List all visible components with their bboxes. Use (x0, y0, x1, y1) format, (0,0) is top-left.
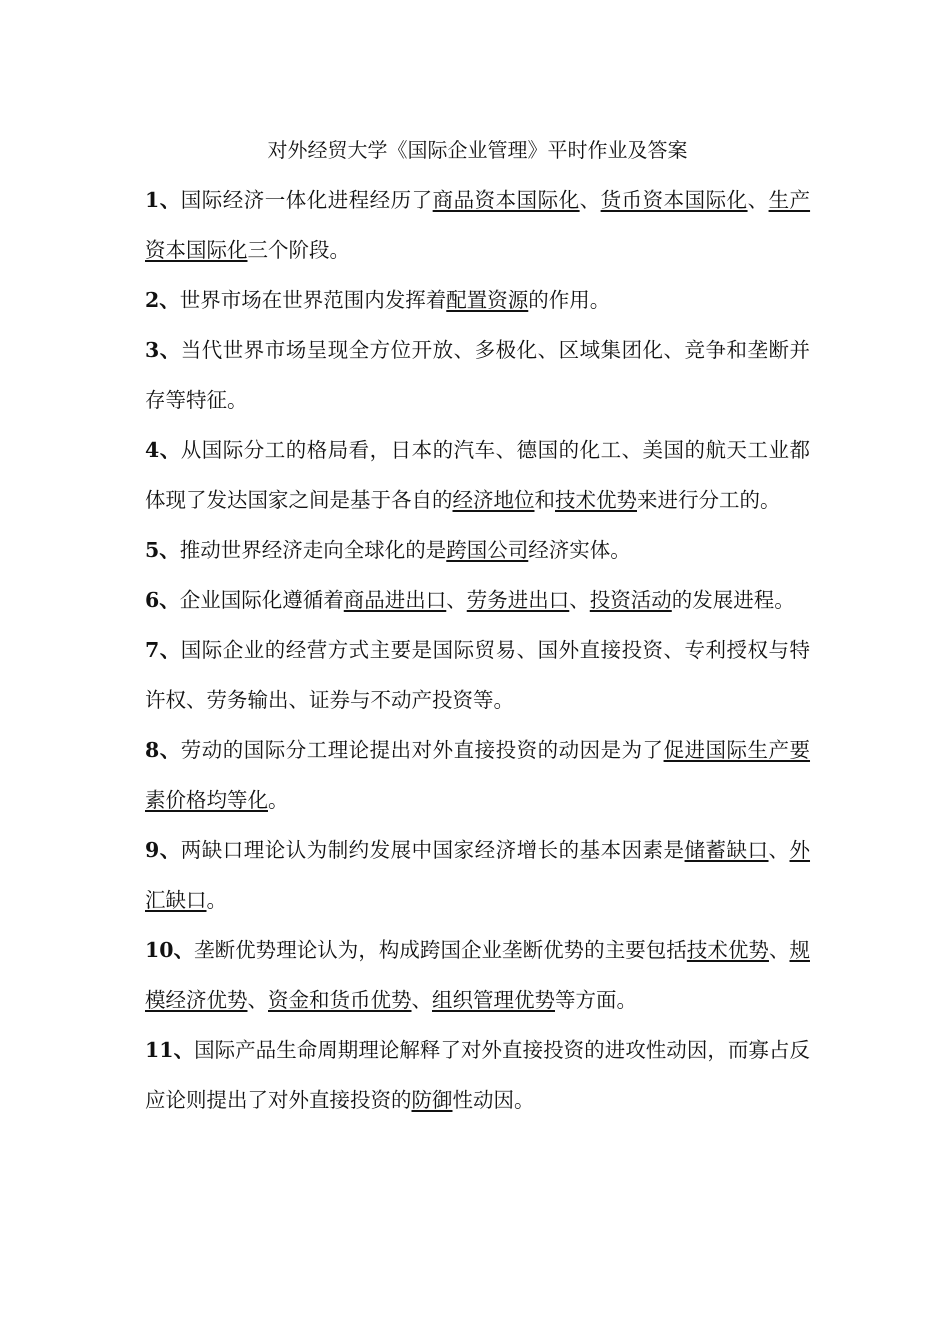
answer-blank: 防御 (411, 1088, 453, 1112)
document-title: 对外经贸大学《国际企业管理》平时作业及答案 (267, 138, 688, 162)
question-text: 国际企业的经营方式主要是国际贸易、国外直接投资、专利授权与特许权、劳务输出、证券与不动产投资等。 (145, 638, 810, 712)
question-item: 4、从国际分工的格局看，日本的汽车、德国的化工、美国的航天工业都体现了发达国家之间是基于各自的经济地位和技术优势来进行分工的。 (145, 438, 810, 512)
question-text: 、 (247, 988, 268, 1012)
question-item: 1、国际经济一体化进程经历了商品资本国际化、货币资本国际化、生产资本国际化三个阶段。 (145, 188, 811, 262)
question-list (145, 175, 810, 1125)
answer-blank: 促进国际生产要素价格均等化 (145, 738, 811, 812)
question-number: 7 (145, 638, 160, 662)
question-item: 5、推动世界经济走向全球化的是跨国公司经济实体。 (145, 538, 631, 562)
question-text: 的发展进程。 (671, 588, 795, 612)
question-number: 2 (145, 288, 160, 312)
question-text: 、 (411, 988, 432, 1012)
answer-blank: 货币资本国际化 (600, 188, 748, 212)
question-text: 、 (768, 838, 790, 862)
answer-blank: 生产资本国际化 (145, 188, 811, 262)
answer-blank: 商品进出口 (343, 588, 447, 612)
answer-blank: 技术优势 (686, 938, 769, 962)
question-text: 当代世界市场呈现全方位开放、多极化、区域集团化、竞争和垄断并存等特征。 (145, 338, 810, 412)
question-text: 和 (534, 488, 555, 512)
question-number: 4 (145, 438, 160, 462)
question-text: 国际产品生命周期理论解释了对外直接投资的进攻性动因，而寡占反应论则提出了对外直接投资的 (145, 1038, 810, 1112)
answer-blank: 资金和货币优势 (268, 988, 412, 1012)
question-text: 、 (446, 588, 467, 612)
question-number: 9 (145, 838, 160, 862)
answer-blank: 配置资源 (446, 288, 529, 312)
question-text: 、 (768, 938, 790, 962)
question-number: 8 (145, 738, 160, 762)
question-text: 两缺口理论认为制约发展中国家经济增长的基本因素是 (180, 838, 685, 862)
question-number: 11 (145, 1038, 174, 1062)
question-text: 企业国际化遵循着 (179, 588, 344, 612)
answer-blank: 商品资本国际化 (432, 188, 580, 212)
question-text: 性动因。 (452, 1088, 535, 1112)
document-page (145, 125, 810, 1125)
question-text: 世界市场在世界范围内发挥着 (179, 288, 447, 312)
answer-blank: 组织管理优势 (432, 988, 555, 1012)
answer-blank: 投资活动 (589, 588, 672, 612)
question-item: 10、垄断优势理论认为，构成跨国企业垄断优势的主要包括技术优势、规模经济优势、资金和货币优势、组织管理优势等方面。 (145, 938, 810, 1012)
answer-blank: 储蓄缺口 (684, 838, 769, 862)
question-text: 、 (579, 188, 601, 212)
answer-blank: 技术优势 (555, 488, 637, 512)
question-text: 来进行分工的。 (637, 488, 781, 512)
question-text: 、 (747, 188, 769, 212)
answer-blank: 经济地位 (452, 488, 535, 512)
answer-blank: 规模经济优势 (145, 938, 810, 1012)
answer-blank: 跨国公司 (446, 538, 529, 562)
question-text: 劳动的国际分工理论提出对外直接投资的动因是为了 (180, 738, 664, 762)
question-item: 8、劳动的国际分工理论提出对外直接投资的动因是为了促进国际生产要素价格均等化。 (145, 738, 811, 812)
question-number: 10 (145, 938, 174, 962)
answer-blank: 外汇缺口 (145, 838, 811, 912)
question-item: 3、当代世界市场呈现全方位开放、多极化、区域集团化、竞争和垄断并存等特征。 (145, 338, 810, 412)
question-number: 1 (145, 188, 160, 212)
answer-blank: 劳务进出口 (466, 588, 570, 612)
question-text: 等方面。 (555, 988, 637, 1012)
question-number: 3 (145, 338, 160, 362)
question-text: 国际经济一体化进程经历了 (180, 188, 433, 212)
question-text: 。 (206, 888, 227, 912)
question-text: 的作用。 (528, 288, 611, 312)
question-number: 6 (145, 588, 160, 612)
question-text: 从国际分工的格局看，日本的汽车、德国的化工、美国的航天工业都体现了发达国家之间是基于各自的 (145, 438, 810, 512)
question-item: 9、两缺口理论认为制约发展中国家经济增长的基本因素是储蓄缺口、外汇缺口。 (145, 838, 811, 912)
question-text: 经济实体。 (528, 538, 631, 562)
question-item: 7、国际企业的经营方式主要是国际贸易、国外直接投资、专利授权与特许权、劳务输出、证券与不动产投资等。 (145, 638, 810, 712)
question-item: 11、国际产品生命周期理论解释了对外直接投资的进攻性动因，而寡占反应论则提出了对外直接投资的防御性动因。 (145, 1038, 810, 1112)
question-item: 2、世界市场在世界范围内发挥着配置资源的作用。 (145, 288, 611, 312)
question-text: 推动世界经济走向全球化的是 (179, 538, 447, 562)
question-text: 、 (569, 588, 590, 612)
question-text: 垄断优势理论认为，构成跨国企业垄断优势的主要包括 (194, 938, 687, 962)
question-text: 三个阶段。 (247, 238, 350, 262)
question-text: 。 (268, 788, 289, 812)
question-item: 6、企业国际化遵循着商品进出口、劳务进出口、投资活动的发展进程。 (145, 588, 795, 612)
question-number: 5 (145, 538, 160, 562)
